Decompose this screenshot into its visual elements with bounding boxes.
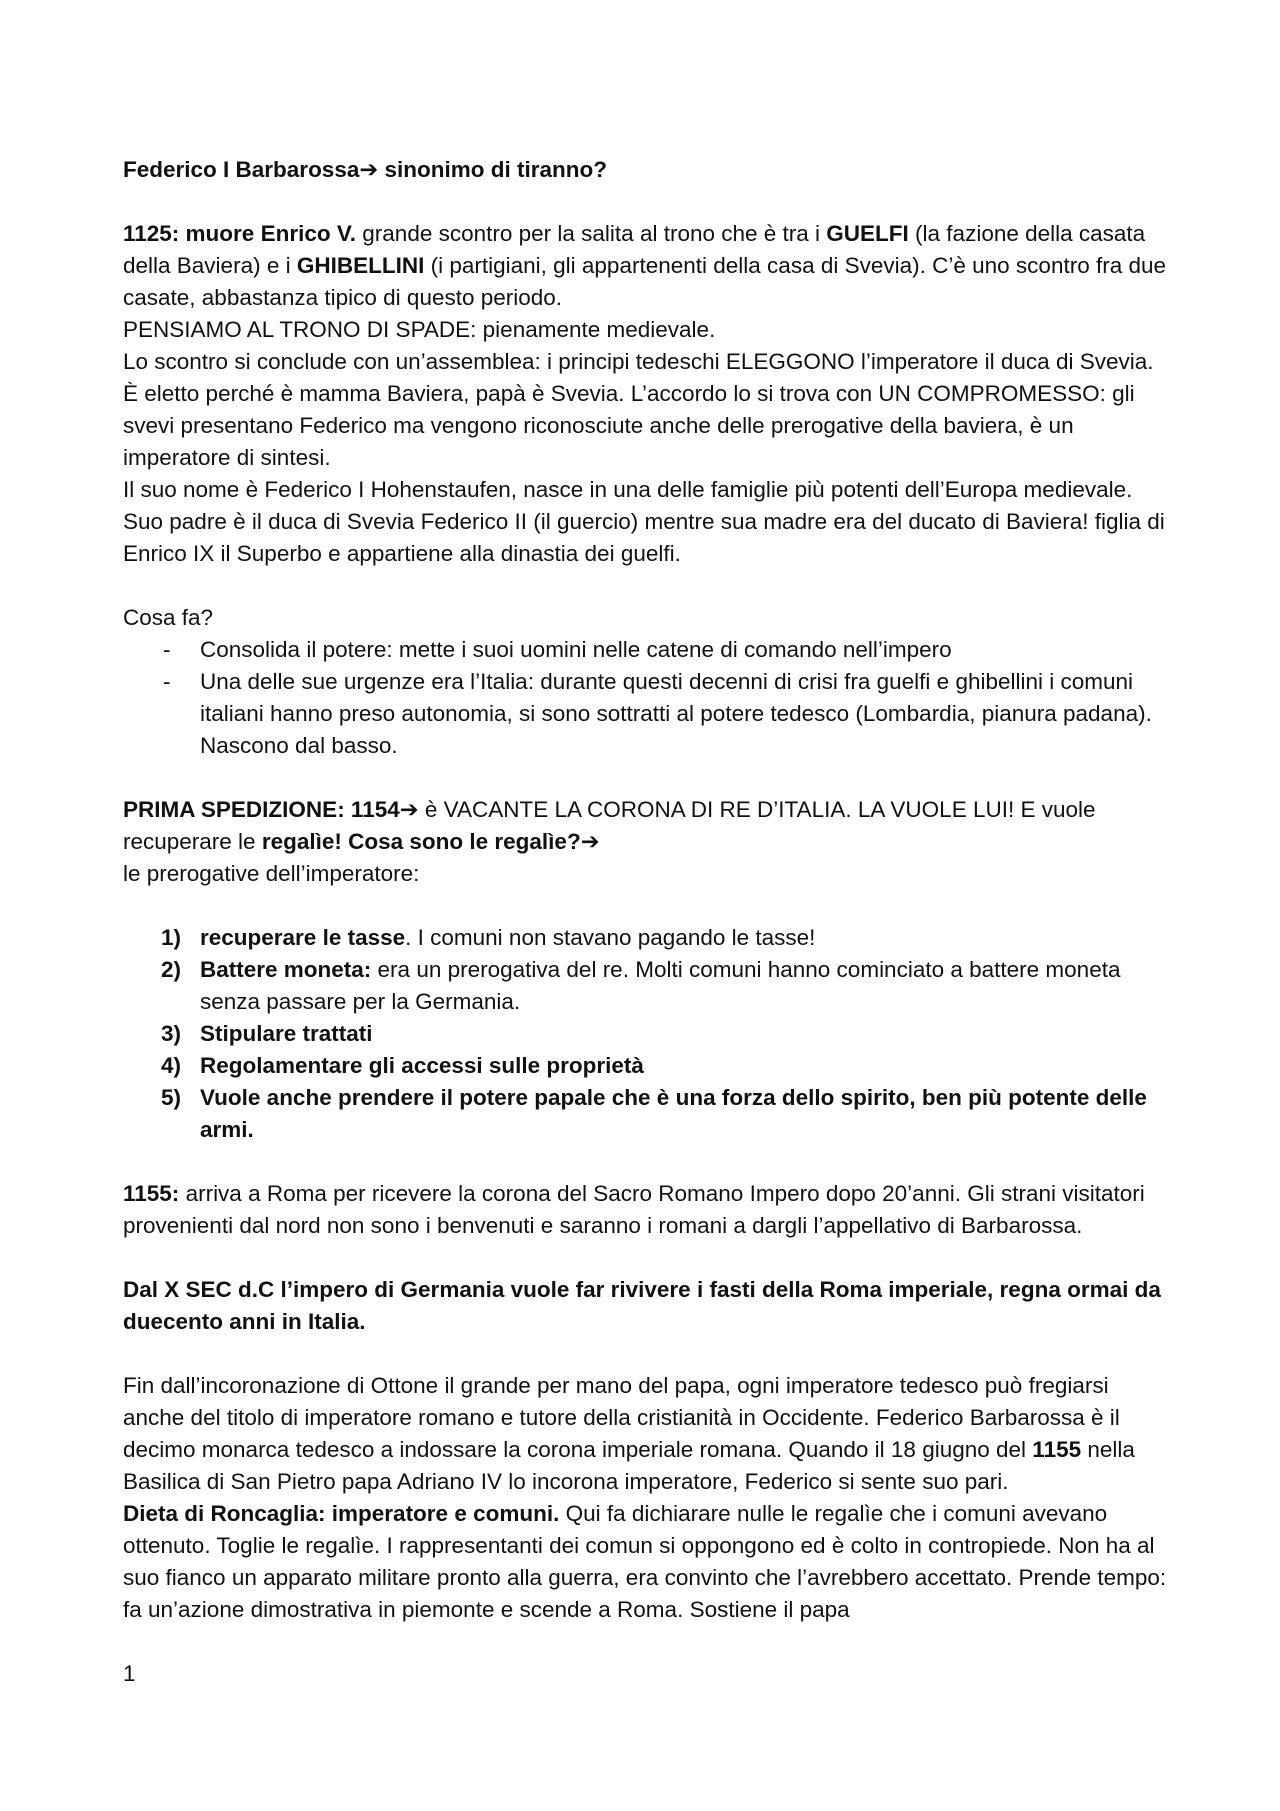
paragraph-ottone: Fin dall’incoronazione di Ottone il grande per mano del papa, ogni imperatore tedesco può fregiarsi anche del titolo di imperatore romano e tutore della cristianità in Occidente. Federico Barbarossa è il decimo monarca tedesco a indossare la corona imperiale romana. Quando il 18 giugno del 1155 nella Basilica di San Pietro papa Adriano IV lo incorona imperatore, Federico si sente suo pari. [123,1373,1135,1494]
cosa-fa-list [123,634,1173,762]
arrow-icon: ➔ [580,829,600,854]
arrow-icon: ➔ [359,157,379,182]
paragraph-hohenstaufen: Il suo nome è Federico I Hohenstaufen, nasce in una delle famiglie più potenti dell’Europa medievale. Suo padre è il duca di Svevia Federico II (il guercio) mentre sua madre era del ducato di Baviera! figlia di Enrico IX il Superbo e appartiene alla dinastia dei guelfi. [123,477,1165,566]
dash-bullet: - [163,669,171,694]
list-item: 5) Vuole anche prendere il potere papale che è una forza dello spirito, ben più potente delle armi. [161,1085,1147,1142]
document-title: Federico I Barbarossa➔ sinonimo di tiranno? [123,157,607,182]
paragraph-roncaglia: Dieta di Roncaglia: imperatore e comuni. Qui fa dichiarare nulle le regalìe che i comuni avevano ottenuto. Toglie le regalìe. I rappresentanti dei comun si oppongono ed è colto in contropiede. Non ha al suo fianco un apparato militare pronto alla guerra, era convinto che l’avrebbero accettato. Prende tempo: fa un’azione dimostrativa in piemonte e scende a Roma. Sostiene il papa [123,1501,1167,1622]
document-body [123,154,1173,1626]
paragraph-assemblea: Lo scontro si conclude con un’assemblea: i principi tedeschi ELEGGONO l’imperatore il duca di Svevia. È eletto perché è mamma Baviera, papà è Svevia. L’accordo lo si trova con UN COMPROMESSO: gli svevi presentano Federico ma vengono riconosciute anche delle prerogative della baviera, è un imperatore di sintesi. [123,349,1154,470]
paragraph-1125: 1125: muore Enrico V. grande scontro per la salita al trono che è tra i GUELFI (la fazione della casata della Baviera) e i GHIBELLINI (i partigiani, gli appartenenti della casa di Svevia). C’è uno scontro fra due casate, abbastanza tipico di questo periodo. [123,221,1167,310]
dash-bullet: - [163,637,171,662]
list-item: 2) Battere moneta: era un prerogativa del re. Molti comuni hanno cominciato a battere moneta senza passare per la Germania. [161,957,1121,1014]
list-item: 3) Stipulare trattati [161,1021,373,1046]
list-item: - Una delle sue urgenze era l’Italia: durante questi decenni di crisi fra guelfi e ghibellini i comuni italiani hanno preso autonomia, si sono sottratti al potere tedesco (Lombardia, pianura padana). Nascono dal basso. [123,666,1173,762]
list-item: - Consolida il potere: mette i suoi uomini nelle catene di comando nell’impero [123,634,1173,666]
list-item: 4) Regolamentare gli accessi sulle proprietà [161,1053,644,1078]
list-item: 1) recuperare le tasse. I comuni non stavano pagando le tasse! [161,925,816,950]
paragraph-trono-di-spade: PENSIAMO AL TRONO DI SPADE: pienamente medievale. [123,317,716,342]
page-number: 1 [123,1661,136,1686]
paragraph-1155: 1155: arriva a Roma per ricevere la corona del Sacro Romano Impero dopo 20’anni. Gli strani visitatori provenienti dal nord non sono i benvenuti e saranno i romani a dargli l’appellativo di Barbarossa. [123,1181,1145,1238]
cosa-fa-heading: Cosa fa? [123,605,214,630]
paragraph-x-sec: Dal X SEC d.C l’impero di Germania vuole far rivivere i fasti della Roma imperiale, regna ormai da duecento anni in Italia. [123,1277,1161,1334]
regalie-list [123,922,1173,1146]
arrow-icon: ➔ [399,797,419,822]
paragraph-prima-spedizione: PRIMA SPEDIZIONE: 1154➔ è VACANTE LA CORONA DI RE D’ITALIA. LA VUOLE LUI! E vuole recuperare le regalìe! Cosa sono le regalìe?➔ [123,797,1096,854]
paragraph-prerogative: le prerogative dell’imperatore: [123,861,420,886]
